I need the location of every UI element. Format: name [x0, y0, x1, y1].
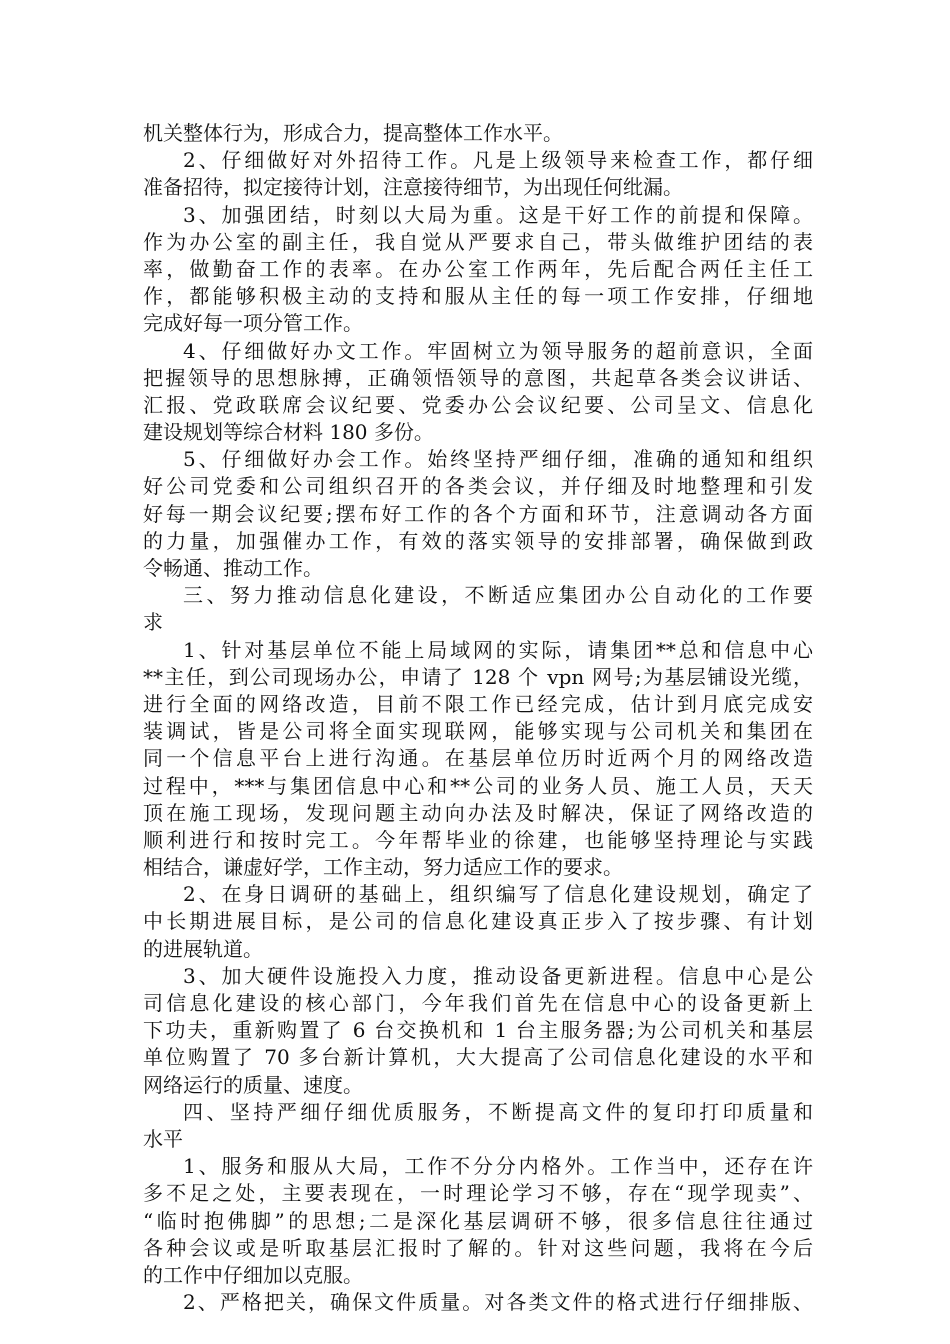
text-line: 3、加大硬件设施投入力度，推动设备更新进程。信息中心是公 — [183, 963, 813, 988]
text-line: 1、针对基层单位不能上局域网的实际，请集团**总和信息中心 — [183, 637, 813, 662]
document-body — [143, 120, 813, 1316]
text-line: 进行全面的网络改造，目前不限工作已经完成，估计到月底完成安 — [143, 691, 813, 716]
text-line: 2、在身日调研的基础上，组织编写了信息化建设规划，确定了 — [183, 882, 813, 907]
text-line: **主任，到公司现场办公，申请了 128 个 vpn 网号;为基层铺设光缆， — [143, 664, 813, 689]
text-line: 下功夫，重新购置了 6 台交换机和 1 台主服务器;为公司机关和基层 — [143, 1018, 813, 1043]
text-line: 各种会议或是听取基层汇报时了解的。针对这些问题，我将在今后 — [143, 1235, 813, 1260]
text-line: 作，都能够积极主动的支持和服从主任的每一项工作安排，仔细地 — [143, 284, 813, 309]
text-line: 建设规划等综合材料 180 多份。 — [143, 420, 434, 445]
section-heading: 水平 — [143, 1126, 183, 1151]
text-line: 2、严格把关，确保文件质量。对各类文件的格式进行仔细排版、 — [183, 1290, 813, 1315]
text-line: 3、加强团结，时刻以大局为重。这是干好工作的前提和保障。 — [183, 202, 813, 227]
text-line: 把握领导的思想脉搏，正确领悟领导的意图，共起草各类会议讲话、 — [143, 365, 813, 390]
text-line: 4、仔细做好办文工作。牢固树立为领导服务的超前意识，全面 — [183, 338, 813, 363]
text-line: 网络运行的质量、速度。 — [143, 1072, 363, 1097]
text-line: “临时抱佛脚”的思想;二是深化基层调研不够，很多信息往往通过 — [143, 1208, 813, 1233]
text-line: 过程中，***与集团信息中心和**公司的业务人员、施工人员，天天 — [143, 773, 813, 798]
text-line: 好公司党委和公司组织召开的各类会议，并仔细及时地整理和引发 — [143, 474, 813, 499]
section-heading: 三、努力推动信息化建设，不断适应集团办公自动化的工作要 — [183, 583, 813, 608]
text-line: 汇报、党政联席会议纪要、党委办公会议纪要、公司呈文、信息化 — [143, 392, 813, 417]
text-line: 司信息化建设的核心部门，今年我们首先在信息中心的设备更新上 — [143, 991, 813, 1015]
text-line: 令畅通、推动工作。 — [143, 556, 323, 580]
text-line: 2、仔细做好对外招待工作。凡是上级领导来检查工作，都仔细 — [183, 148, 813, 173]
text-line: 作为办公室的副主任，我自觉从严要求自己，带头做维护团结的表 — [143, 229, 813, 254]
text-line: 相结合，谦虚好学，工作主动，努力适应工作的要求。 — [143, 855, 623, 880]
text-line: 准备招待，拟定接待计划，注意接待细节，为出现任何纰漏。 — [143, 175, 683, 200]
text-line: 的工作中仔细加以克服。 — [143, 1262, 363, 1287]
section-heading: 求 — [143, 610, 163, 635]
text-line: 1、服务和服从大局，工作不分分内格外。工作当中，还存在许 — [183, 1154, 813, 1179]
text-line: 同一个信息平台上进行沟通。在基层单位历时近两个月的网络改造 — [143, 746, 813, 771]
section-heading: 四、坚持严细仔细优质服务，不断提高文件的复印打印质量和 — [183, 1099, 813, 1124]
text-line: 中长期进展目标，是公司的信息化建设真正步入了按步骤、有计划 — [143, 909, 813, 934]
text-line: 好每一期会议纪要;摆布好工作的各个方面和环节，注意调动各方面 — [143, 501, 813, 526]
text-line: 单位购置了 70 多台新计算机，大大提高了公司信息化建设的水平和 — [143, 1045, 813, 1070]
text-line: 的进展轨道。 — [143, 936, 263, 961]
text-line: 完成好每一项分管工作。 — [143, 311, 363, 336]
text-line: 5、仔细做好办会工作。始终坚持严细仔细，准确的通知和组织 — [183, 447, 813, 472]
text-line: 顶在施工现场，发现问题主动向办法及时解决，保证了网络改造的 — [143, 800, 813, 825]
text-line: 多不足之处，主要表现在，一时理论学习不够，存在“现学现卖”、 — [143, 1181, 813, 1206]
text-line: 机关整体行为，形成合力，提高整体工作水平。 — [143, 121, 563, 145]
text-line: 顺利进行和按时完工。今年帮毕业的徐建，也能够坚持理论与实践 — [143, 827, 813, 852]
text-line: 的力量，加强催办工作，有效的落实领导的安排部署，确保做到政 — [143, 528, 813, 553]
text-line: 装调试，皆是公司将全面实现联网，能够实现与公司机关和集团在 — [143, 719, 813, 744]
text-line: 率，做勤奋工作的表率。在办公室工作两年，先后配合两任主任工 — [143, 256, 813, 281]
